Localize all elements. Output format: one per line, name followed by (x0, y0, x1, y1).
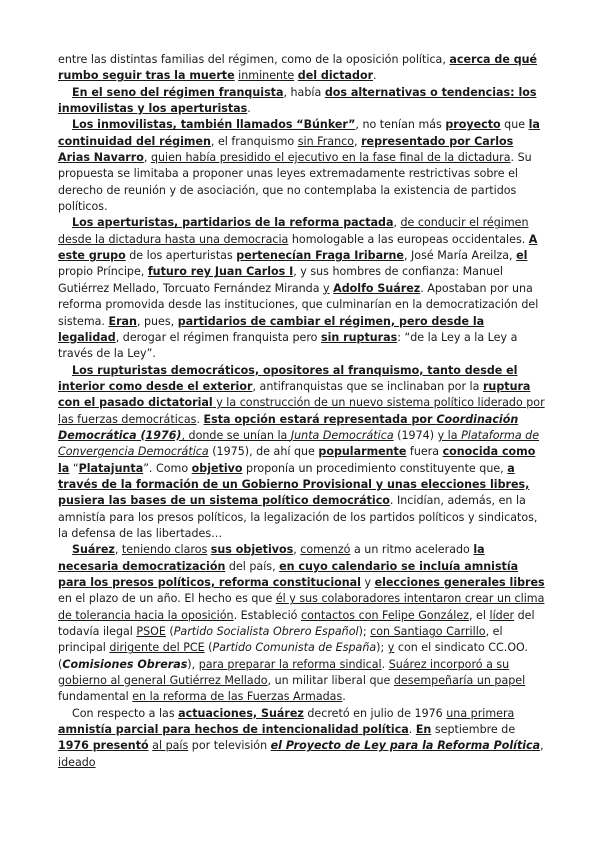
paragraph-rupturistas (58, 363, 545, 543)
text-run: la continuidad del régimen (58, 118, 540, 148)
text-run: decretó en julio de 1976 (303, 706, 447, 720)
text-run: Con respecto a las (72, 706, 179, 720)
text-run: de conducir el régimen desde la dictadura hasta una democracia (58, 216, 529, 246)
text-run: comenzó (300, 543, 351, 557)
text-run: y (360, 576, 375, 589)
text-run: ideado (58, 755, 96, 769)
text-run: Comisiones Obreras (62, 657, 188, 671)
paragraph-suarez-objectives (58, 542, 545, 705)
text-run: ); (376, 641, 388, 655)
text-run: amnistía parcial para hechos de intencionalidad política (58, 723, 409, 737)
text-run: del todavía ilegal (58, 608, 535, 639)
text-run: la necesaria democratización (58, 543, 485, 573)
text-run: en el plazo de un año. El hecho es que (58, 592, 276, 606)
text-run: Los rupturistas democráticos, opositores al franquismo, tanto desde el interior como desde el exterior (58, 363, 518, 393)
text-run: homologable a las europeas occidentales. (288, 232, 529, 246)
text-run: proyecto (445, 118, 501, 132)
text-run: Suárez (72, 543, 115, 557)
text-run: , no tenían más (355, 118, 446, 132)
text-run: . (408, 723, 416, 737)
text-run: ); (358, 625, 371, 639)
text-run: , donde se unían la (181, 428, 291, 442)
text-run: “ (69, 461, 79, 475)
text-run: y la construcción de un nuevo sistema político liderado por las fuerzas democráticas (58, 396, 545, 426)
text-run: del país, (225, 559, 280, 573)
text-run: : “de la Ley a la Ley a través de la Ley”. (58, 330, 518, 361)
text-run: líder (489, 608, 515, 622)
text-run: dos alternativas o tendencias: los inmovilistas y los aperturistas (58, 85, 537, 116)
text-run: ruptura con el pasado dictatorial (58, 379, 531, 410)
text-run: Esta opción estará representada por (203, 412, 437, 426)
text-run: teniendo claros (121, 543, 208, 557)
text-run: , pues, (136, 314, 178, 328)
text-run: ( (204, 641, 213, 655)
text-run: que (500, 118, 529, 132)
text-run: (1974) (393, 428, 438, 442)
text-run: popularmente (318, 445, 407, 459)
text-run: el Proyecto de Ley para la Reforma Política (270, 739, 541, 753)
text-run: entre las distintas familias del régimen, como de la oposición política, (58, 53, 450, 66)
text-run: del dictador (297, 69, 374, 83)
text-run: (1975), de ahí que (208, 445, 319, 459)
text-run: él y sus colaboradores intentaron crear un clima de tolerancia hacia la oposición (58, 592, 545, 622)
text-run: , y sus hombres de confianza: Manuel Gutiérrez Mellado, Torcuato Fernández Miranda (58, 265, 503, 295)
text-run: Eran (108, 314, 137, 328)
text-run: a un ritmo acelerado (350, 543, 474, 557)
document-page (58, 52, 545, 771)
text-run: acerca de qué rumbo seguir tras la muerte (58, 53, 538, 83)
text-run: al país (152, 739, 189, 753)
text-run: Platajunta (78, 461, 144, 475)
text-run: de los aperturistas (125, 249, 237, 263)
text-run: , el principal (58, 625, 503, 655)
text-run: y (387, 641, 395, 655)
paragraph-aperturistas (58, 215, 545, 362)
text-run: , (540, 739, 544, 753)
text-run: sin rupturas (320, 330, 398, 344)
text-run: septiembre de (431, 723, 516, 737)
text-run: Partido Socialista Obrero Español (173, 625, 359, 639)
text-run: . Apostaban por una reforma promovida desde las instituciones, que culminarían en la democratización del sistema. (58, 281, 539, 328)
text-run: A este grupo (58, 232, 538, 263)
text-run: actuaciones, Suárez (178, 706, 304, 720)
text-run: en la reforma de las Fuerzas Armadas (132, 690, 343, 704)
text-run: el (516, 249, 528, 263)
text-run: representado por Carlos Arias Navarro (58, 134, 514, 165)
text-run: en cuyo calendario se incluía amnistía para los presos políticos, reforma constitucional (58, 559, 519, 589)
paragraph-regime-tendencies (58, 85, 545, 118)
text-run: Los inmovilistas, también llamados “Búnker” (72, 118, 356, 132)
text-run: PSOE (136, 625, 166, 639)
text-run: elecciones generales libres (374, 576, 545, 589)
text-run: y la (437, 428, 462, 442)
text-run: , (354, 134, 362, 148)
text-run: desempeñaría un papel (393, 674, 526, 688)
text-run: Los aperturistas, partidarios de la reforma pactada (72, 216, 394, 230)
text-run: , el (468, 608, 490, 622)
text-run: pertenecían Fraga Iribarne (236, 249, 404, 263)
text-run: Adolfo Suárez (333, 281, 421, 295)
text-run: , (393, 216, 401, 230)
text-run: ), (187, 657, 199, 671)
text-run: . (342, 690, 346, 704)
text-run: , (114, 543, 122, 557)
text-run: partidarios de cambiar el régimen, pero desde la legalidad (58, 314, 485, 344)
text-run: , un militar liberal que (267, 674, 394, 688)
text-run: , (143, 151, 151, 165)
text-run: con el sindicato CC.OO. ( (58, 641, 528, 671)
text-run: Plataforma de Convergencia Democrática (58, 428, 540, 459)
text-run: , derogar el régimen franquista pero (115, 330, 321, 344)
text-run: . (247, 102, 251, 116)
text-run: En (415, 723, 432, 737)
text-run: dirigente del PCE (109, 641, 205, 655)
text-run: . Incidían, además, en la amnistía para los presos políticos, la legalización de los partidos políticos y sindicatos, la defensa de las libertades… (58, 494, 538, 540)
text-run: , (293, 543, 301, 557)
text-run: fundamental (58, 690, 133, 704)
text-run: . (381, 657, 389, 671)
text-run: . (373, 69, 377, 83)
text-run: a través de la formación de un Gobierno Provisional y unas elecciones libres, pusiera las bases de un sistema político democrático (58, 461, 530, 508)
text-run: para preparar la reforma sindical (198, 657, 382, 671)
text-run: contactos con Felipe González (301, 608, 469, 622)
text-run: y (323, 281, 330, 295)
text-run: , antifranquistas que se inclinaban por la (252, 379, 483, 393)
text-run: , había (283, 85, 325, 99)
text-run: fuera (406, 445, 443, 459)
paragraph-inmovilistas (58, 117, 545, 215)
text-run: conocida como la (58, 445, 536, 475)
text-run: futuro rey Juan Carlos I (147, 265, 294, 279)
text-run: por televisión (188, 739, 271, 753)
text-run: Junta Democrática (290, 428, 394, 442)
text-run: sus objetivos (210, 543, 294, 557)
text-run: proponía un procedimiento constituyente que, (242, 461, 508, 475)
text-run: , el franquismo (210, 134, 298, 148)
text-run: inminente (238, 69, 295, 83)
text-run: En el seno del régimen franquista (72, 85, 284, 99)
text-run: ( (165, 625, 174, 639)
text-run: con Santiago Carrillo (370, 625, 486, 639)
text-run: una primera (446, 706, 515, 720)
text-run: . Su propuesta se limitaba a proponer unas leyes extremadamente restrictivas sobre el derecho de reunión y de asociación, que no contemplaba la existencia de partidos políticos. (58, 151, 532, 214)
text-run: . (196, 412, 204, 426)
text-run: quien había presidido el ejecutivo en la fase final de la dictadura (150, 151, 511, 165)
text-run: . Estableció (233, 608, 301, 622)
text-run: ”. Como (143, 461, 192, 475)
paragraph-intro-continuation (58, 52, 545, 85)
text-run: 1976 presentó (58, 739, 149, 753)
text-run: , José María Areilza, (403, 249, 517, 263)
text-run: Suárez incorporó a su gobierno al general Gutiérrez Mellado (58, 657, 510, 688)
text-run: Partido Comunista de España (212, 641, 377, 655)
text-run: objetivo (191, 461, 243, 475)
text-run: sin Franco (297, 134, 355, 148)
paragraph-suarez-actions (58, 706, 545, 771)
text-run: propio Príncipe, (58, 265, 148, 279)
text-run: Coordinación Democrática (1976) (58, 412, 519, 442)
